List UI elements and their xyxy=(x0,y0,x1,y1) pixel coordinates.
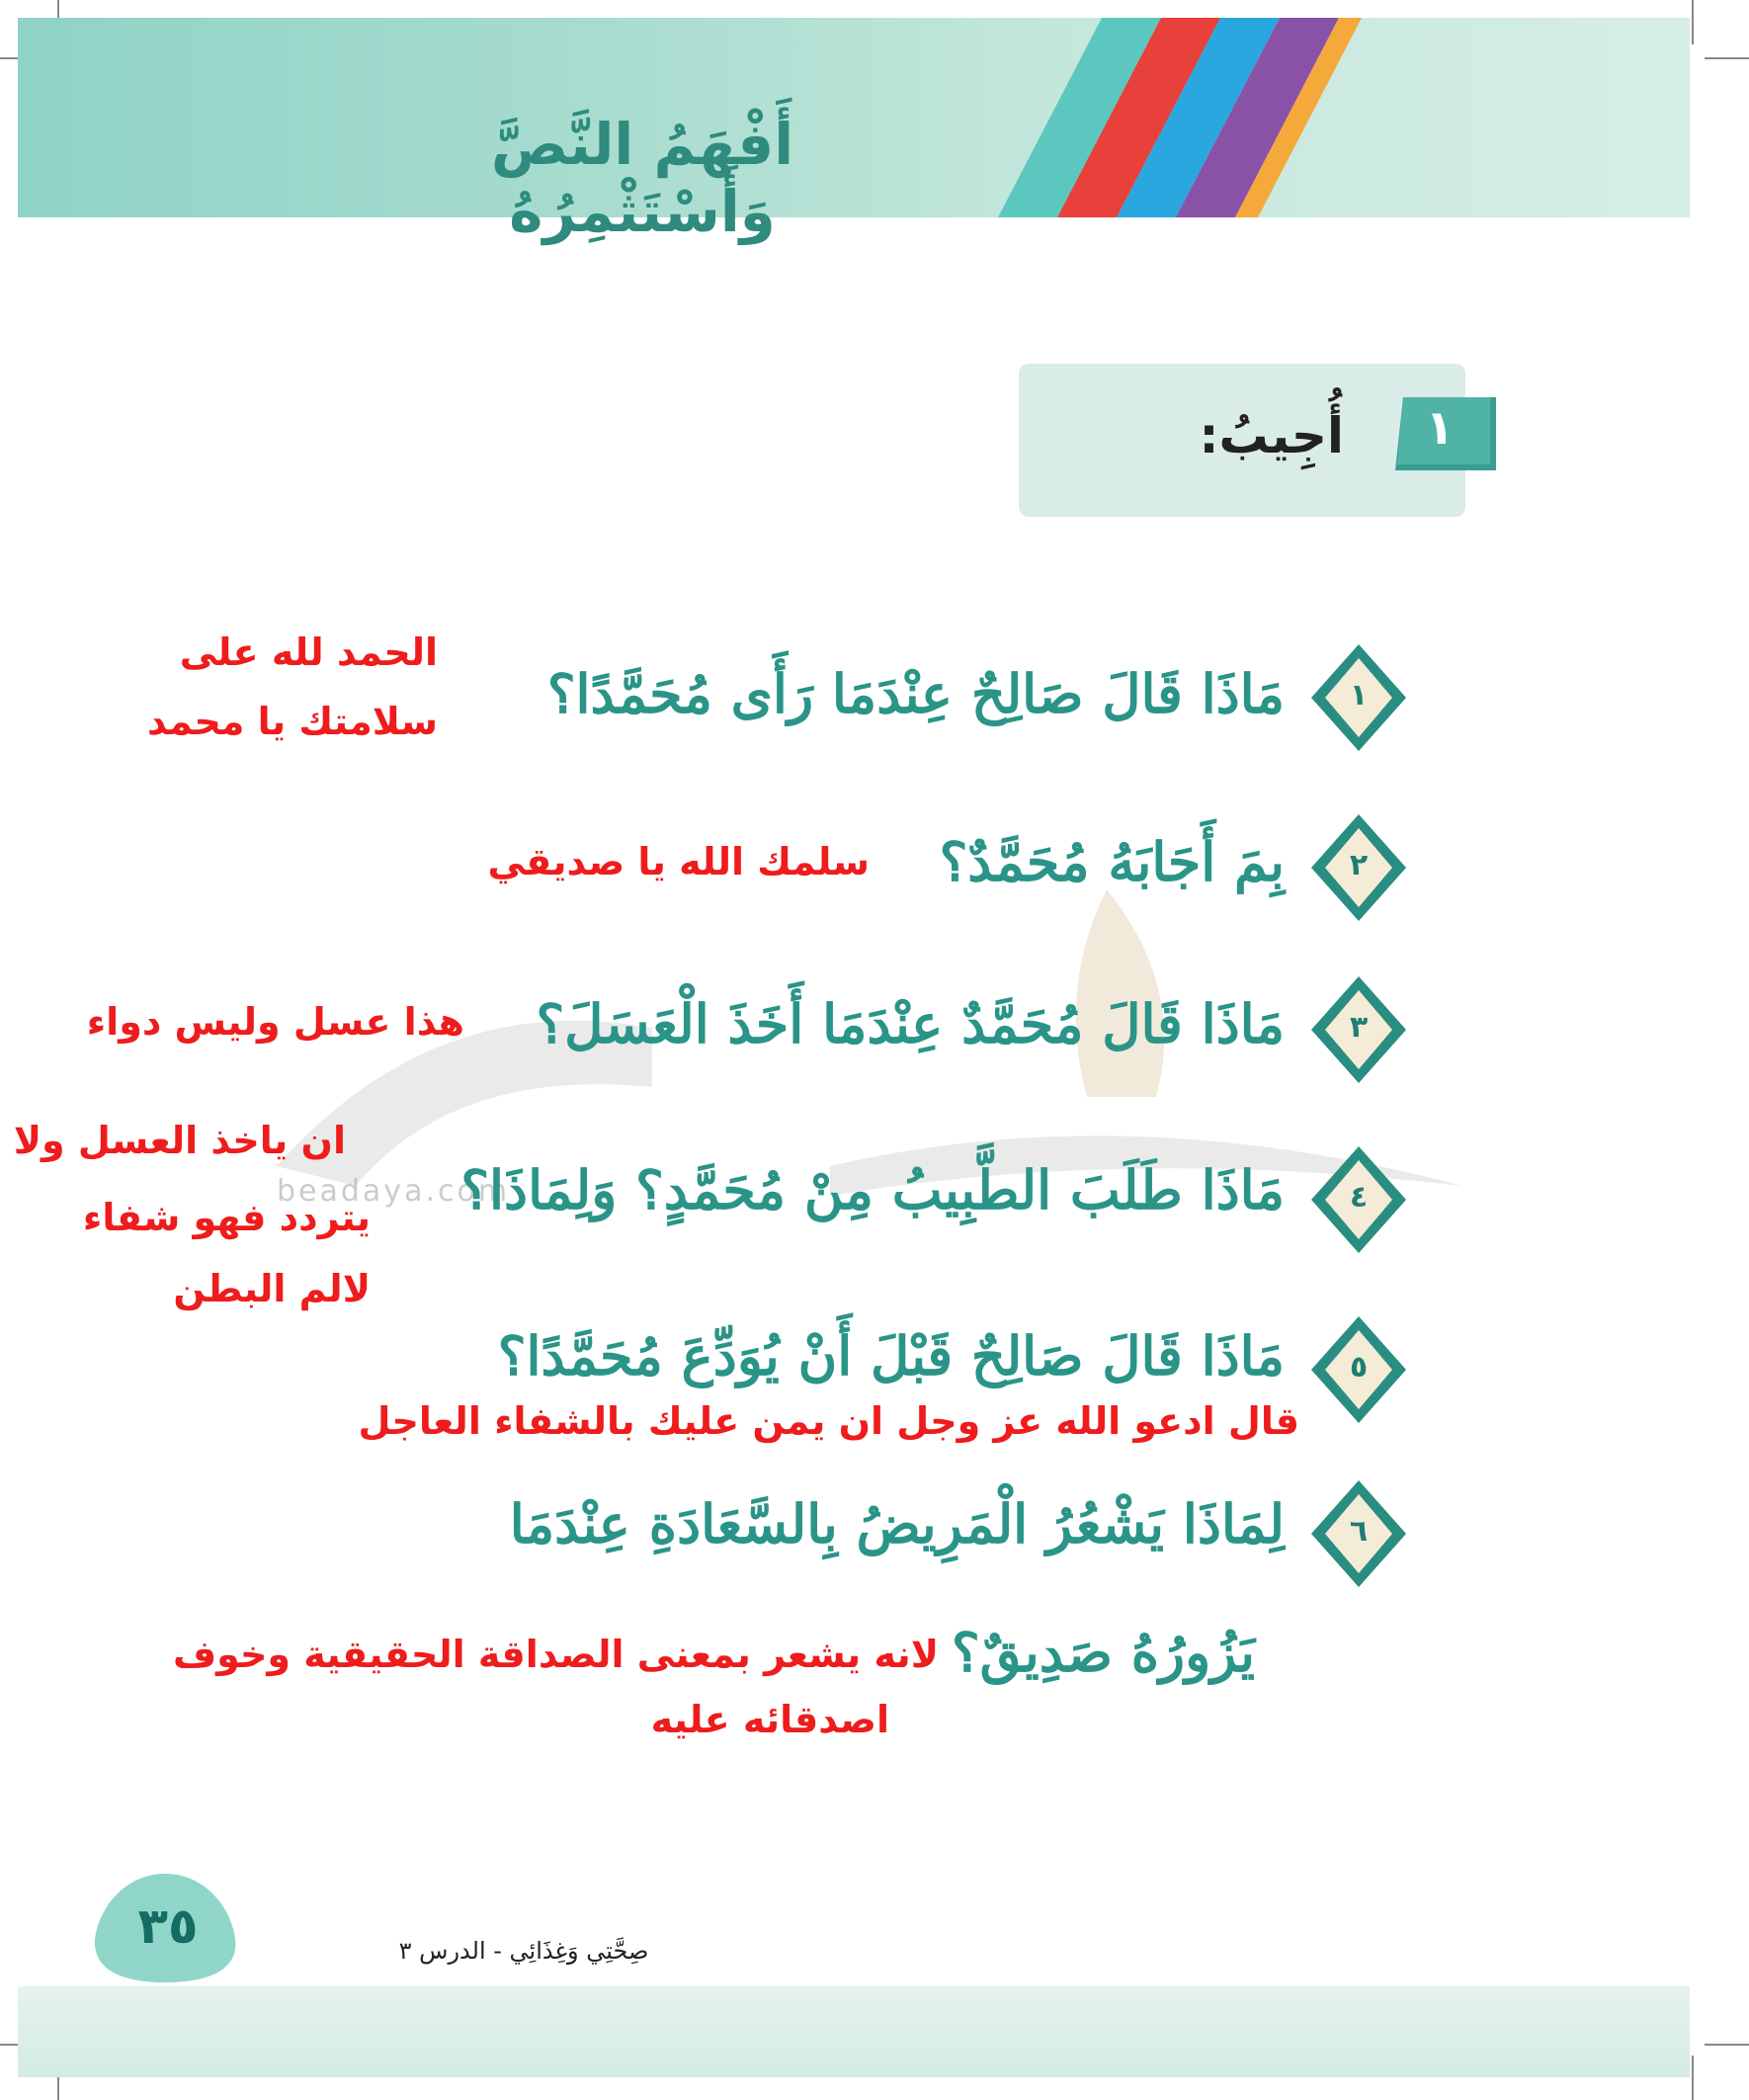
question-text: بِمَ أَجَابَهُ مُحَمَّدٌ؟ xyxy=(939,830,1285,893)
answer-6-line-2: اصدقائه عليه xyxy=(650,1698,889,1741)
question-number: ٥ xyxy=(1349,1350,1369,1385)
question-number: ١ xyxy=(1349,678,1369,713)
question-number: ٢ xyxy=(1349,848,1369,882)
question-text: لِمَاذَا يَشْعُرُ الْمَرِيضُ بِالسَّعَادَةِ عِنْدَمَا xyxy=(509,1492,1285,1555)
section-label: أُجِيبُ: xyxy=(1199,407,1344,464)
question-text: مَاذَا قَالَ صَالِحٌ قَبْلَ أَنْ يُوَدِّعَ مُحَمَّدًا؟ xyxy=(497,1324,1285,1387)
answer-4-line-1: ان ياخذ العسل ولا xyxy=(13,1119,346,1162)
question-text: مَاذَا قَالَ صَالِحٌ عِنْدَمَا رَأَى مُحَمَّدًا؟ xyxy=(546,662,1285,725)
watermark-text: beadaya.com xyxy=(277,1174,511,1209)
footer-lesson-note: صِحَّتِي وَغِذَائِي - الدرس ٣ xyxy=(398,1937,649,1965)
answer-4-line-2: يتردد فهو شفاء xyxy=(82,1196,371,1239)
page-title: أَفْهَمُ النَّصَّ وَأَسْتَثْمِرُهُ xyxy=(490,111,794,245)
section-number: ١ xyxy=(1425,400,1455,456)
answer-3: هذا عسل وليس دواء xyxy=(86,1000,464,1044)
crop-mark xyxy=(1705,2044,1749,2046)
answer-1-line-1: الحمد لله على xyxy=(179,630,438,674)
answer-6-line-1: لانه يشعر بمعنى الصداقة الحقيقية وخوف xyxy=(173,1633,939,1676)
answer-4-line-3: لالم البطن xyxy=(173,1267,371,1310)
question-number: ٣ xyxy=(1349,1010,1369,1045)
answer-1-line-2: سلامتك يا محمد xyxy=(147,700,438,743)
answer-5: قال ادعو الله عز وجل ان يمن عليك بالشفاء العاجل xyxy=(358,1399,1299,1443)
question-number: ٤ xyxy=(1349,1180,1369,1215)
question-number: ٦ xyxy=(1349,1514,1369,1549)
question-text: مَاذَا قَالَ مُحَمَّدٌ عِنْدَمَا أَخَذَ الْعَسَلَ؟ xyxy=(536,992,1285,1055)
question-text: مَاذَا طَلَبَ الطَّبِيبُ مِنْ مُحَمَّدٍ؟ وَلِمَاذَا؟ xyxy=(460,1158,1285,1221)
question-text-continued: يَزُورُهُ صَدِيقٌ؟ xyxy=(952,1621,1255,1684)
footer-band xyxy=(18,1986,1690,2077)
page-number: ٣٥ xyxy=(137,1897,199,1955)
crop-mark xyxy=(1692,2056,1694,2100)
answer-2: سلمك الله يا صديقي xyxy=(487,840,870,883)
